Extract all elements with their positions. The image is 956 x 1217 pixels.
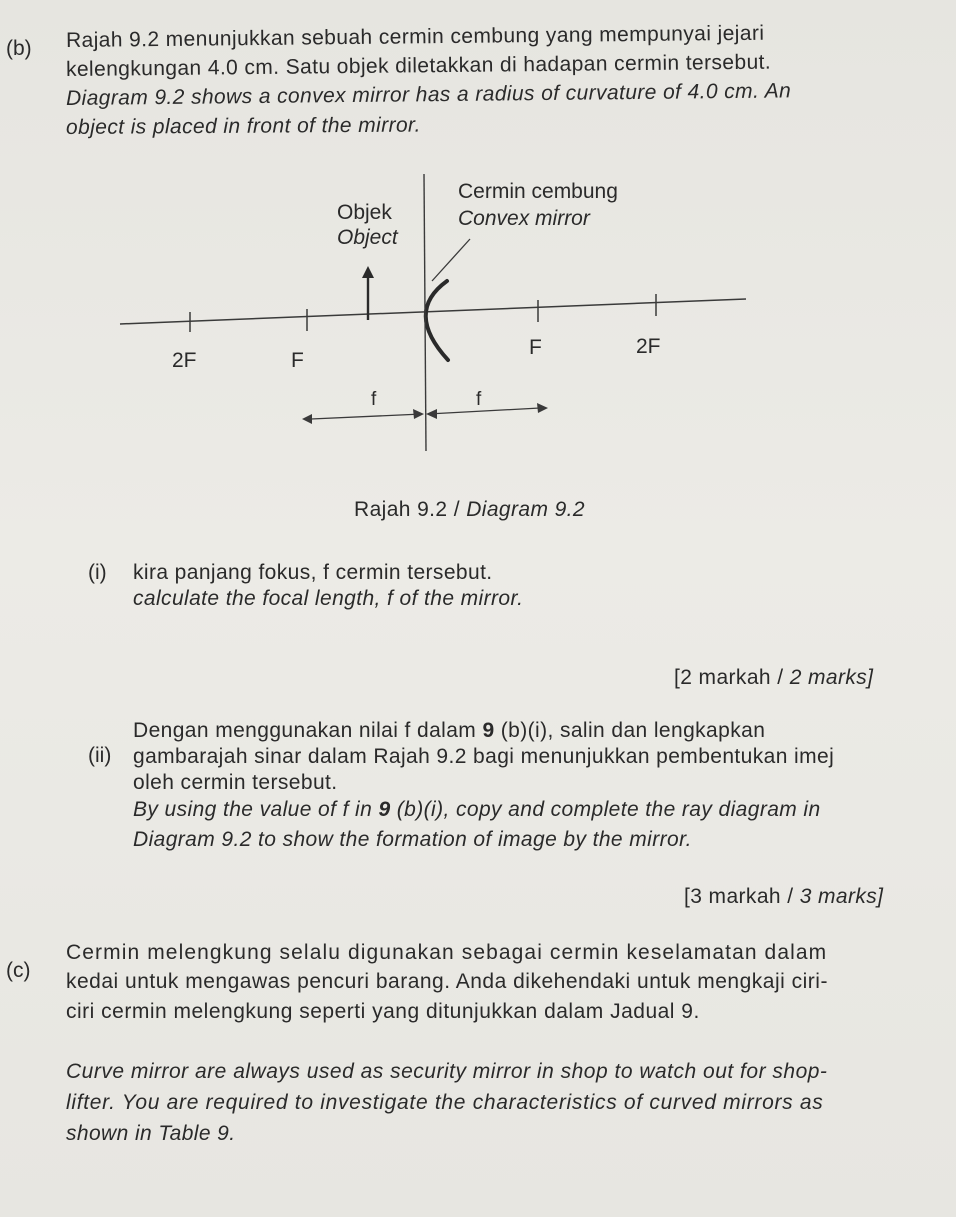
label-left-f: F (291, 349, 304, 372)
q-i-marks-malay: [2 markah / (674, 666, 790, 689)
label-right-f: F (529, 336, 542, 359)
q-i-marks (674, 665, 873, 690)
q-ii-malay-line-2: gambarajah sinar dalam Rajah 9.2 bagi menunjukkan pembentukan imej (133, 745, 835, 768)
part-b-english-line-2: object is placed in front of the mirror. (65, 113, 421, 139)
q-ii-english-line-1 (133, 797, 821, 822)
part-b-tag: (b) (6, 37, 32, 60)
part-b-malay-line-1: Rajah 9.2 menunjukkan sebuah cermin cembung yang mempunyai jejari (65, 21, 765, 52)
f-arrow-left-head-left (302, 414, 312, 424)
f-arrow-right-head-right (537, 403, 548, 413)
caption-separator: / (447, 498, 467, 521)
mirror-plane-line (424, 174, 426, 451)
label-right-2f: 2F (636, 335, 661, 358)
label-object-malay: Objek (337, 201, 392, 224)
q-ii-english-1c: (b)(i), copy and complete the ray diagram in (390, 798, 821, 821)
part-c-english-line-2: lifter. You are required to investigate the characteristics of curved mirrors as (66, 1091, 824, 1114)
q-i-malay: kira panjang fokus, f cermin tersebut. (133, 561, 493, 584)
part-b-english-line-1: Diagram 9.2 shows a convex mirror has a radius of curvature of 4.0 cm. An (65, 79, 792, 110)
q-ii-malay-line-1 (133, 718, 765, 743)
q-ii-malay-1c: (b)(i), salin dan lengkapkan (494, 719, 766, 742)
label-f-left: f (371, 389, 377, 410)
q-ii-tag: (ii) (88, 744, 112, 767)
mirror-label-pointer (432, 239, 470, 281)
part-c-malay-line-1: Cermin melengkung selalu digunakan sebagai cermin keselamatan dalam (66, 941, 828, 964)
label-mirror-malay: Cermin cembung (458, 180, 618, 203)
part-c-malay-line-3: ciri cermin melengkung seperti yang ditunjukkan dalam Jadual 9. (66, 1000, 700, 1023)
caption-malay: Rajah 9.2 (354, 498, 448, 521)
q-i-tag: (i) (88, 561, 107, 584)
f-arrow-right (428, 408, 540, 414)
convex-mirror (426, 281, 448, 360)
label-left-2f: 2F (172, 349, 197, 372)
caption-english: Diagram 9.2 (466, 498, 586, 521)
part-b-malay-line-2: kelengkungan 4.0 cm. Satu objek diletakkan di hadapan cermin tersebut. (65, 50, 772, 81)
part-c-malay-line-2: kedai untuk mengawas pencuri barang. Anda dikehendaki untuk mengkaji ciri- (66, 970, 828, 993)
object-arrow-head (362, 266, 374, 278)
q-ii-english-question-ref: 9 (378, 798, 391, 821)
label-f-right: f (476, 389, 482, 410)
q-ii-english-line-2: Diagram 9.2 to show the formation of image by the mirror. (133, 828, 692, 851)
q-ii-malay-line-3: oleh cermin tersebut. (133, 771, 338, 794)
part-c-english-line-3: shown in Table 9. (66, 1122, 236, 1145)
f-arrow-right-head-left (426, 409, 437, 419)
part-c-english-line-1: Curve mirror are always used as security mirror in shop to watch out for shop- (66, 1060, 828, 1083)
part-c-tag: (c) (6, 959, 31, 982)
label-mirror-english: Convex mirror (458, 207, 590, 230)
principal-axis (120, 299, 746, 324)
ray-diagram (0, 160, 956, 470)
q-i-marks-english: 2 marks] (789, 666, 874, 689)
q-ii-english-1a: By using the value of f in (133, 798, 379, 821)
q-ii-marks-malay: [3 markah / (684, 885, 800, 908)
q-ii-marks-english: 3 marks] (799, 885, 884, 908)
f-arrow-left-head-right (413, 409, 424, 419)
q-ii-malay-1a: Dengan menggunakan nilai f dalam (133, 719, 483, 742)
q-ii-marks (684, 884, 883, 909)
f-arrow-left (311, 414, 422, 419)
q-ii-malay-question-ref: 9 (482, 719, 495, 742)
q-i-english: calculate the focal length, f of the mirror. (133, 587, 524, 610)
label-object-english: Object (337, 226, 398, 249)
diagram-caption (354, 497, 585, 522)
